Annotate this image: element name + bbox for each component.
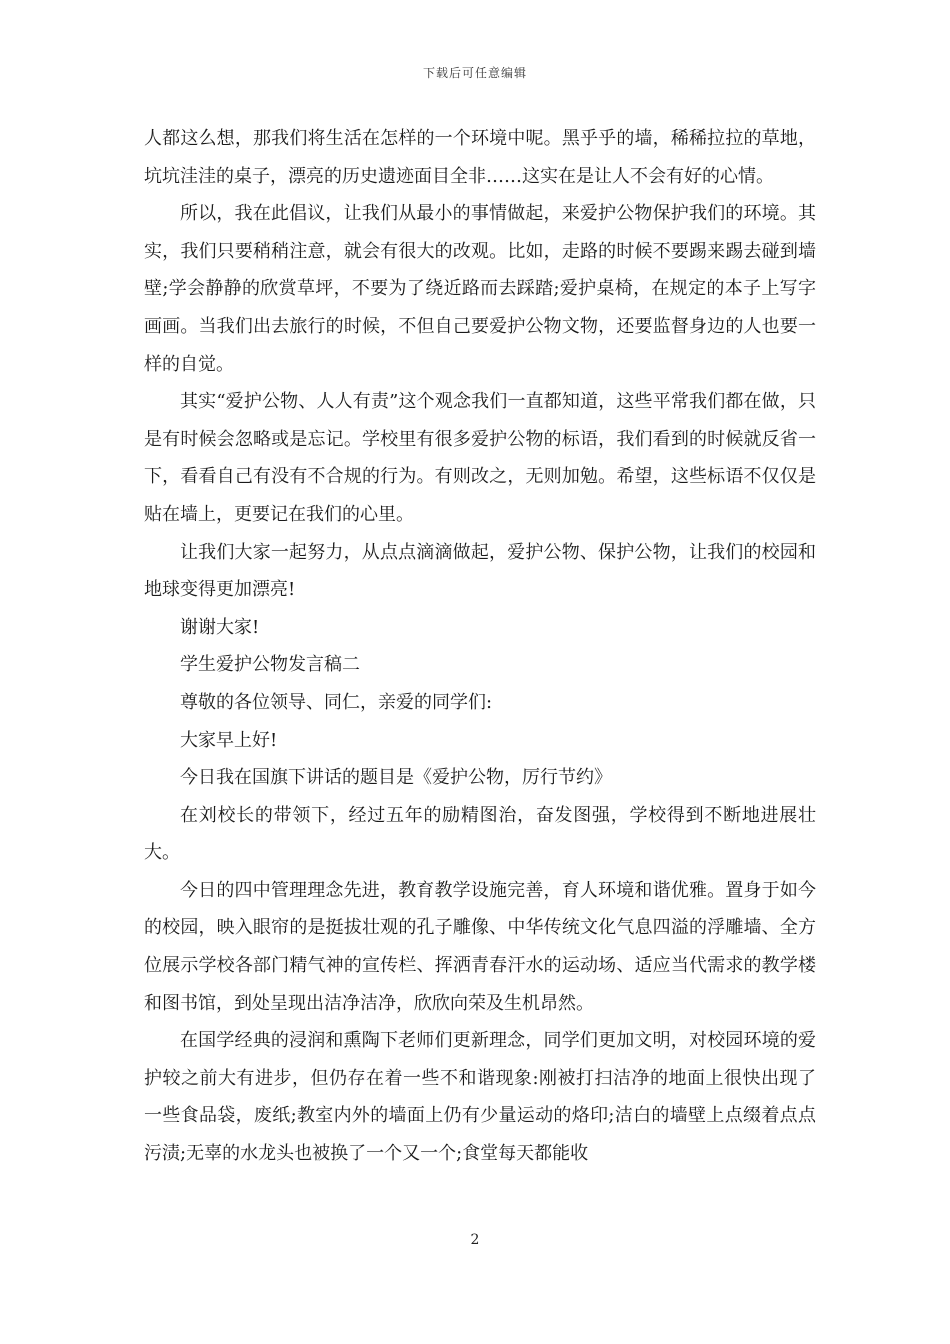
paragraph-6: 学生爱护公物发言稿二 <box>180 654 360 676</box>
paragraph-5: 谢谢大家! <box>180 616 260 638</box>
document-body <box>144 120 816 1173</box>
paragraph-3: 其实“爱护公物、人人有责”这个观念我们一直都知道，这些平常我们都在做，只是有时候会忽略或是忘记。学校里有很多爱护公物的标语，我们看到的时候就反省一下，看看自己有没有不合规的行为。有则改之，无则加勉。希望，这些标语不仅仅是贴在墙上，更要记在我们的心里。 <box>144 391 816 525</box>
paragraph-7: 尊敬的各位领导、同仁，亲爱的同学们: <box>180 691 493 713</box>
paragraph-11: 今日的四中管理理念先进，教育教学设施完善，育人环境和谐优雅。置身于如今的校园，映入眼帘的是挺拔壮观的孔子雕像、中华传统文化气息四溢的浮雕墙、全方位展示学校各部门精气神的宣传栏、挥洒青春汗水的运动场、适应当代需求的教学楼和图书馆，到处呈现出洁净洁净，欣欣向荣及生机昂然。 <box>144 879 816 1014</box>
page-header <box>0 64 950 81</box>
paragraph-1: 人都这么想，那我们将生活在怎样的一个环境中呢。黑乎乎的墙，稀稀拉拉的草地，坑坑洼洼的桌子，漂亮的历史遗迹面目全非……这实在是让人不会有好的心情。 <box>144 128 816 187</box>
paragraph-8: 大家早上好! <box>180 729 278 751</box>
page-number <box>0 1232 950 1248</box>
header-text: 下载后可任意编辑 <box>422 66 527 80</box>
paragraph-10: 在刘校长的带领下，经过五年的励精图治，奋发图强，学校得到不断地进展壮大。 <box>144 804 816 864</box>
page-number-text: 2 <box>470 1232 480 1248</box>
paragraph-12: 在国学经典的浸润和熏陶下老师们更新理念，同学们更加文明，对校园环境的爱护较之前大有进步，但仍存在着一些不和谐现象:刚被打扫洁净的地面上很快出现了一些食品袋，废纸;教室内外的墙面上仍有少量运动的烙印;洁白的墙壁上点缀着点点污渍;无辜的水龙头也被换了一个又一个;食堂每天都能收 <box>144 1030 816 1165</box>
paragraph-4: 让我们大家一起努力，从点点滴滴做起，爱护公物、保护公物，让我们的校园和地球变得更加漂亮! <box>144 541 816 601</box>
paragraph-9: 今日我在国旗下讲话的题目是《爱护公物，厉行节约》 <box>180 767 612 789</box>
paragraph-2: 所以，我在此倡议，让我们从最小的事情做起，来爱护公物保护我们的环境。其实，我们只要稍稍注意，就会有很大的改观。比如，走路的时候不要踢来踢去碰到墙壁;学会静静的欣赏草坪，不要为了绕近路而去踩踏;爱护桌椅，在规定的本子上写字画画。当我们出去旅行的时候，不但自己要爱护公物文物，还要监督身边的人也要一样的自觉。 <box>144 203 817 375</box>
